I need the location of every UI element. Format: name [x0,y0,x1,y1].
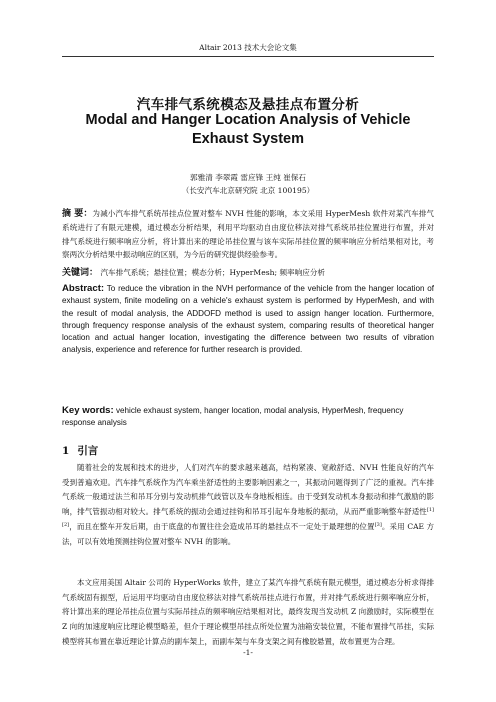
abstract-english-text: To reduce the vibration in the NVH performance of the vehicle from the hanger location of exhaust system, finite modeling on a vehicle's exhaust system is performed by HyperMesh, and with the result of modal analysis, the ADDOFD method is used to assign hanger location. Furthermore, through frequency response analysis of the exhaust system, comparing results of theoretical hanger location and actual hanger location, investigating the difference between two results of vibration analysis, experience and reference for further research is provided. [62,284,434,355]
author-affiliation: （长安汽车北京研究院 北京 100195） [181,186,315,195]
citation-3: [3] [374,521,382,528]
section-number: 1 [62,445,70,457]
keywords-english [62,405,434,430]
author-block [40,171,456,197]
title-chinese: 汽车排气系统模态及悬挂点布置分析 [136,97,360,113]
title-english [40,111,456,149]
running-header: Altair 2013 技术大会论文集 [62,42,434,57]
section-title: 引言 [77,445,99,457]
title-english-line-1: Modal and Hanger Location Analysis of Vehicle [85,112,411,128]
abstract-chinese [62,207,434,261]
keywords-chinese-text: 汽车排气系统；悬挂位置；模态分析；HyperMesh; 频率响应分析 [100,268,326,277]
title-english-line-2: Exhaust System [191,131,305,147]
intro-paragraph-1 [62,461,434,549]
section-heading [62,443,98,458]
abstract-chinese-text: 为减小汽车排气系统吊挂点位置对整车 NVH 性能的影响，本文采用 HyperMesh 软件对某汽车排气系统进行了有限元建模，通过模态分析结果，利用平均驱动自由度位移法对排气系统吊挂位置进行布置，并对排气系统进行频率响应分析，将计算出来的理论吊挂位置与该车实际吊挂位置的频率响应分析结果相对比，考察两次分析结果中振动响应的区别，为今后的研究提供经验参考。 [62,209,435,259]
abstract-english [62,283,434,357]
intro-paragraph-1-text-b: ，而且在整车开发后期，由于底盘的布置往往会造成吊耳的悬挂点不一定处于最理想的位置 [69,521,375,531]
abstract-chinese-label: 摘 要： [62,209,93,219]
keywords-chinese-label: 关键词： [62,268,99,278]
intro-paragraph-2: 本文应用美国 Altair 公司的 HyperWorks 软件，建立了某汽车排气系统有限元模型，通过模态分析求得排气系统固有振型，后运用平均驱动自由度位移法对排气系统吊挂点进行布置，并对排气系统进行频率响应分析，将计算出来的理论吊挂点位置与实际吊挂点的频率响应结果相对比，最终发现当发动机 Z 向激励时，实际模型在 Z 向的加速度响应比理论模型略差，但介于理论模型吊挂点所处位置为油箱安装位置，不能布置排气吊挂，实际模型将其布置在靠近理论计算点的副车架上，而副车架与车身支架之间有橡胶悬置，故布置更为合理。 [62,578,434,646]
abstract-english-label: Abstract: [62,283,105,294]
page-number: -1- [243,648,253,657]
citation-1-2: [1][2] [62,507,434,528]
keywords-english-text: vehicle exhaust system, hanger location, modal analysis, HyperMesh, frequency response analysis [62,406,404,428]
author-names: 郭雅清 李翠霞 雷应锋 王纯 崔保石 [190,173,306,182]
keywords-english-label: Key words: [62,405,114,416]
intro-paragraph-1-text-a: 随着社会的发展和技术的进步，人们对汽车的要求越来越高，结构紧凑、宽敞舒适、NVH 性能良好的汽车受到普遍欢迎。汽车排气系统作为汽车乘坐舒适性的主要影响因素之一，其振动问题得到了广泛的重视。汽车排气系统一般通过法兰和吊耳分别与发动机排气歧管以及车身地板相连。由于受到发动机本身振动和排气激励的影响，排气管振动相对较大。排气系统的振动会通过挂钩和吊耳引起车身地板的振动，从而严重影响整车舒适性 [62,463,434,517]
keywords-chinese [62,266,434,280]
intro-paragraph-1-text-c: 。采用 CAE 方法，可以有效地预测挂钩位置对整车 NVH 的影响。 [62,521,434,546]
